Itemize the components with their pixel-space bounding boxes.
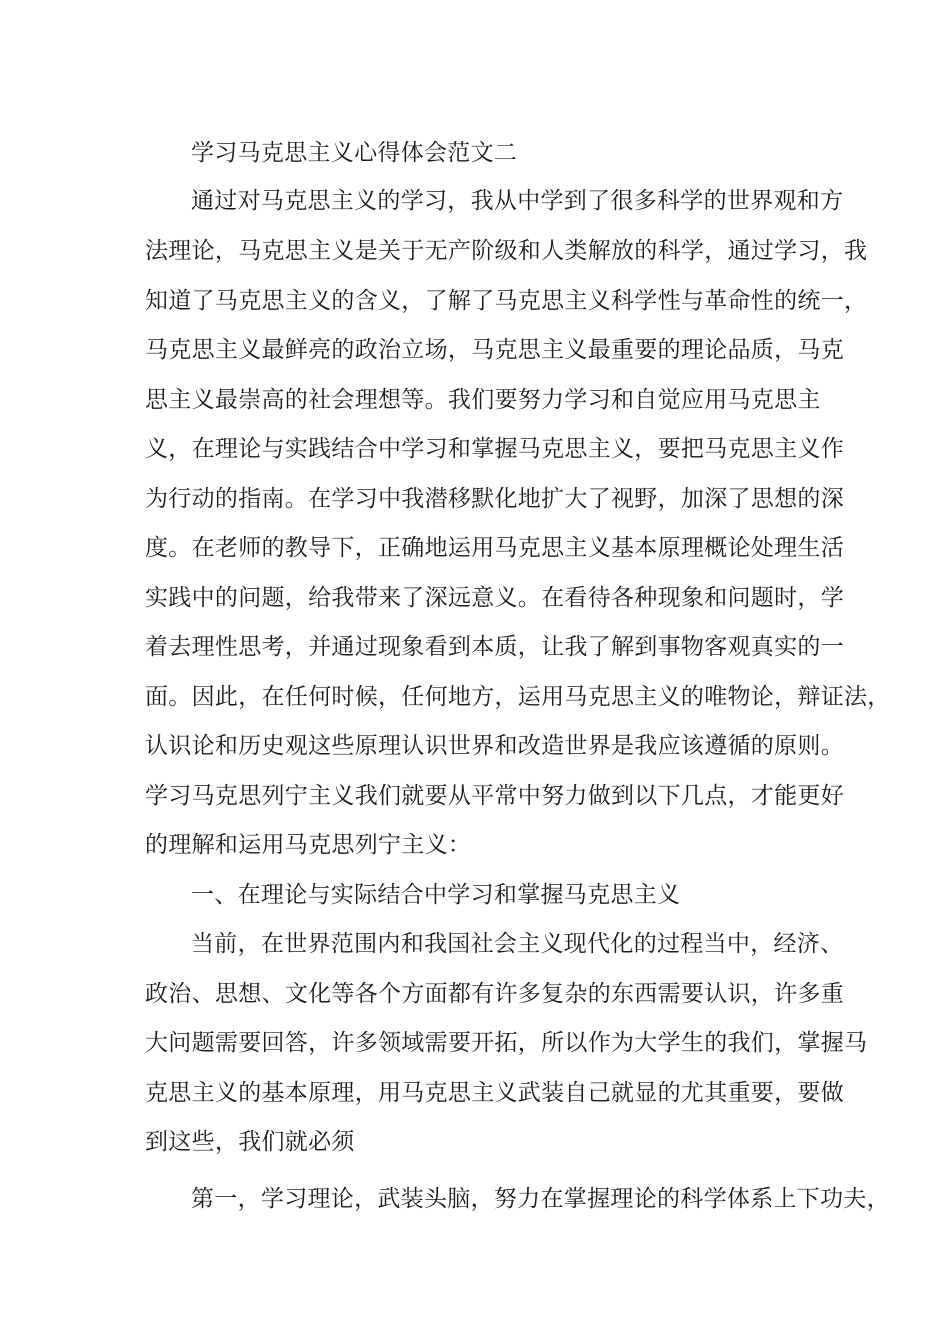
paragraph-line: 第一，学习理论，武装头脑，努力在掌握理论的科学体系上下功夫，: [191, 1186, 890, 1212]
paragraph-line: 着去理性思考，并通过现象看到本质，让我了解到事物客观真实的一: [145, 634, 844, 660]
paragraph-line: 当前，在世界范围内和我国社会主义现代化的过程当中，经济、: [191, 931, 844, 957]
paragraph-line: 马克思主义最鲜亮的政治立场，马克思主义最重要的理论品质，马克: [145, 337, 844, 363]
paragraph-line: 的理解和运用马克思列宁主义：: [145, 832, 472, 858]
paragraph-line: 义，在理论与实践结合中学习和掌握马克思主义，要把马克思主义作: [145, 436, 844, 462]
paragraph-line: 认识论和历史观这些原理认识世界和改造世界是我应该遵循的原则。: [145, 733, 844, 759]
paragraph-line: 思主义最崇高的社会理想等。我们要努力学习和自觉应用马克思主: [145, 387, 821, 413]
paragraph-line: 到这些，我们就必须: [145, 1129, 355, 1155]
paragraph-line: 度。在老师的教导下，正确地运用马克思主义基本原理概论处理生活: [145, 535, 844, 561]
paragraph-line: 法理论，马克思主义是关于无产阶级和人类解放的科学，通过学习，我: [145, 238, 868, 264]
paragraph-line: 实践中的问题，给我带来了深远意义。在看待各种现象和问题时，学: [145, 585, 844, 611]
paragraph-line: 政治、思想、文化等各个方面都有许多复杂的东西需要认识，许多重: [145, 981, 844, 1007]
paragraph-line: 为行动的指南。在学习中我潜移默化地扩大了视野，加深了思想的深: [145, 486, 844, 512]
paragraph-line: 大问题需要回答，许多领域需要开拓，所以作为大学生的我们，掌握马: [145, 1030, 868, 1056]
paragraph-line: 通过对马克思主义的学习，我从中学到了很多科学的世界观和方: [191, 188, 844, 214]
paragraph-line: 知道了马克思主义的含义，了解了马克思主义科学性与革命性的统一，: [145, 288, 868, 314]
paragraph-line: 学习马克思列宁主义我们就要从平常中努力做到以下几点，才能更好: [145, 783, 844, 809]
paragraph-line: 克思主义的基本原理，用马克思主义武装自己就显的尤其重要，要做: [145, 1080, 844, 1106]
document-title: 学习马克思主义心得体会范文二: [191, 140, 518, 166]
section-heading: 一、在理论与实际结合中学习和掌握马克思主义: [191, 882, 681, 908]
paragraph-line: 面。因此，在任何时候，任何地方，运用马克思主义的唯物论，辩证法，: [145, 684, 891, 710]
